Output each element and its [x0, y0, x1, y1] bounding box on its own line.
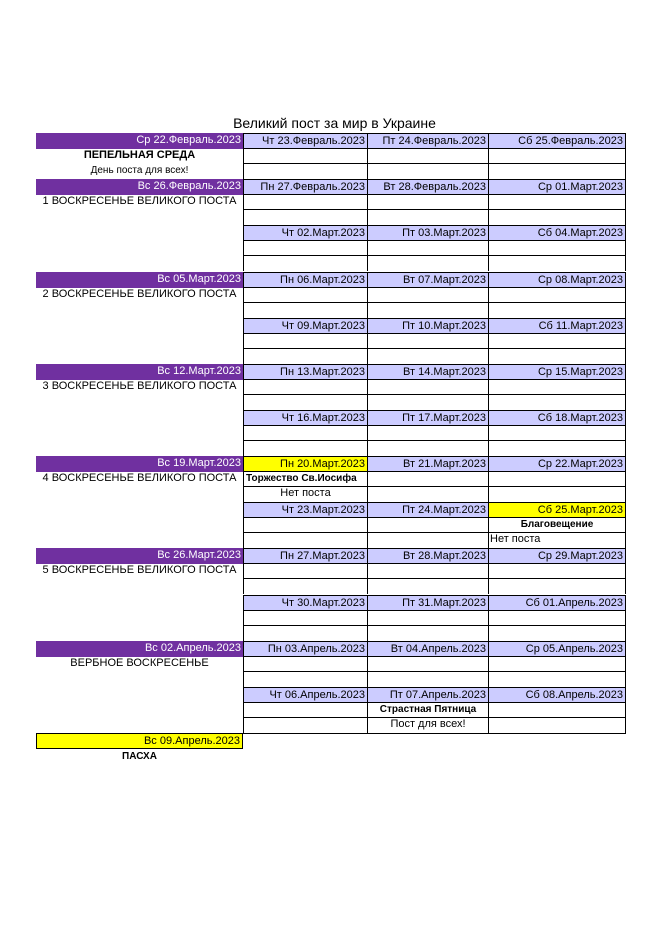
empty-cell: [367, 287, 489, 303]
empty-cell: [488, 563, 626, 579]
empty-cell: [488, 302, 626, 318]
sunday-label: 4 ВОСКРЕСЕНЬЕ ВЕЛИКОГО ПОСТА: [42, 472, 237, 484]
empty-cell: [367, 671, 489, 687]
empty-cell: [367, 625, 489, 641]
empty-cell: [367, 194, 489, 210]
empty-cell: [243, 287, 368, 303]
fast-note: Нет поста: [280, 487, 331, 499]
fast-note: Нет поста: [490, 533, 541, 545]
day-cell: Ср 15.Март.2023: [488, 364, 626, 380]
sunday-label: 1 ВОСКРЕСЕНЬЕ ВЕЛИКОГО ПОСТА: [42, 195, 237, 207]
empty-cell: [367, 610, 489, 626]
empty-cell: [367, 163, 489, 179]
day-cell: Пн 27.Март.2023: [243, 548, 368, 564]
empty-cell: [488, 610, 626, 626]
day-cell: Ср 08.Март.2023: [488, 272, 626, 288]
empty-cell: [243, 148, 368, 164]
day-cell: Пт 17.Март.2023: [367, 410, 489, 426]
empty-cell: [243, 302, 368, 318]
empty-cell: [367, 240, 489, 256]
day-cell: Ср 01.Март.2023: [488, 179, 626, 195]
day-cell: Чт 30.Март.2023: [243, 595, 368, 611]
day-cell: Ср 29.Март.2023: [488, 548, 626, 564]
easter-label: ПАСХА: [122, 751, 157, 762]
day-cell: Сб 18.Март.2023: [488, 410, 626, 426]
empty-cell: [367, 302, 489, 318]
empty-cell: [488, 656, 626, 672]
empty-cell: [367, 148, 489, 164]
empty-cell: [243, 240, 368, 256]
empty-cell: [488, 471, 626, 487]
empty-cell: [367, 425, 489, 441]
empty-cell: [243, 578, 368, 594]
feast-name: Страстная Пятница: [379, 704, 477, 715]
sunday-cell: Вс 19.Март.2023: [36, 456, 243, 472]
day-cell: Сб 11.Март.2023: [488, 318, 626, 334]
empty-cell: [488, 671, 626, 687]
empty-cell: [243, 425, 368, 441]
page-title: Великий пост за мир в Украине: [233, 115, 436, 131]
day-note: День поста для всех!: [90, 165, 189, 176]
empty-cell: [488, 163, 626, 179]
feast-name: Благовещение: [520, 519, 594, 530]
day-cell: Чт 09.Март.2023: [243, 318, 368, 334]
empty-cell: [243, 671, 368, 687]
day-cell: Вт 28.Март.2023: [367, 548, 489, 564]
day-cell: Сб 08.Апрель.2023: [488, 687, 626, 703]
empty-cell: [367, 440, 489, 456]
empty-cell: [243, 610, 368, 626]
table-bottom-border: [243, 733, 626, 734]
day-cell: Ср 22.Март.2023: [488, 456, 626, 472]
day-cell: Пн 13.Март.2023: [243, 364, 368, 380]
feast-day-cell: Пн 20.Март.2023: [243, 456, 368, 472]
empty-cell: [367, 394, 489, 410]
empty-cell: [243, 255, 368, 271]
sunday-cell: Вс 02.Апрель.2023: [36, 641, 243, 657]
sunday-label: ВЕРБНОЕ ВОСКРЕСЕНЬЕ: [70, 657, 209, 669]
feast-day-cell: Сб 25.Март.2023: [488, 502, 626, 518]
day-cell: Пн 27.Февраль.2023: [243, 179, 368, 195]
empty-cell: [488, 148, 626, 164]
empty-cell: [488, 717, 626, 733]
empty-cell: [367, 348, 489, 364]
empty-cell: [488, 486, 626, 502]
empty-cell: [243, 702, 368, 718]
empty-cell: [243, 194, 368, 210]
empty-cell: [367, 255, 489, 271]
empty-cell: [243, 440, 368, 456]
sunday-label: 2 ВОСКРЕСЕНЬЕ ВЕЛИКОГО ПОСТА: [42, 288, 237, 300]
empty-cell: [488, 702, 626, 718]
empty-cell: [367, 532, 489, 548]
empty-cell: [488, 440, 626, 456]
empty-cell: [367, 379, 489, 395]
empty-cell: [488, 333, 626, 349]
empty-cell: [243, 348, 368, 364]
day-cell: Чт 16.Март.2023: [243, 410, 368, 426]
day-label: ПЕПЕЛЬНАЯ СРЕДА: [83, 149, 196, 161]
empty-cell: [243, 333, 368, 349]
empty-cell: [367, 333, 489, 349]
fast-note: Пост для всех!: [390, 718, 466, 730]
empty-cell: [488, 394, 626, 410]
day-cell: Пт 31.Март.2023: [367, 595, 489, 611]
day-cell: Вт 21.Март.2023: [367, 456, 489, 472]
day-cell: Чт 23.Февраль.2023: [243, 133, 368, 149]
empty-cell: [243, 517, 368, 533]
empty-cell: [367, 209, 489, 225]
empty-cell: [488, 209, 626, 225]
empty-cell: [243, 379, 368, 395]
empty-cell: [367, 486, 489, 502]
day-cell: Пт 03.Март.2023: [367, 225, 489, 241]
empty-cell: [488, 625, 626, 641]
day-cell: Чт 06.Апрель.2023: [243, 687, 368, 703]
sunday-cell: Вс 26.Март.2023: [36, 548, 243, 564]
empty-cell: [367, 471, 489, 487]
empty-cell: [488, 425, 626, 441]
day-cell: Пт 24.Март.2023: [367, 502, 489, 518]
empty-cell: [243, 656, 368, 672]
empty-cell: [488, 379, 626, 395]
empty-cell: [488, 255, 626, 271]
empty-cell: [367, 517, 489, 533]
day-cell: Чт 23.Март.2023: [243, 502, 368, 518]
easter-cell: Вс 09.Апрель.2023: [36, 733, 243, 749]
day-cell: Сб 25.Февраль.2023: [488, 133, 626, 149]
sunday-cell: Вс 12.Март.2023: [36, 364, 243, 380]
empty-cell: [243, 209, 368, 225]
empty-cell: [488, 240, 626, 256]
empty-cell: [367, 656, 489, 672]
day-cell: Пт 10.Март.2023: [367, 318, 489, 334]
sunday-cell: Вс 26.Февраль.2023: [36, 179, 243, 195]
empty-cell: [243, 163, 368, 179]
sunday-cell: Ср 22.Февраль.2023: [36, 133, 243, 149]
empty-cell: [367, 563, 489, 579]
sunday-label: 5 ВОСКРЕСЕНЬЕ ВЕЛИКОГО ПОСТА: [42, 564, 237, 576]
empty-cell: [243, 717, 368, 733]
day-cell: Чт 02.Март.2023: [243, 225, 368, 241]
sunday-cell: Вс 05.Март.2023: [36, 272, 243, 288]
feast-name: Торжество Св.Иосифа: [246, 473, 357, 484]
day-cell: Сб 04.Март.2023: [488, 225, 626, 241]
empty-cell: [488, 348, 626, 364]
day-cell: Пт 24.Февраль.2023: [367, 133, 489, 149]
sunday-label: 3 ВОСКРЕСЕНЬЕ ВЕЛИКОГО ПОСТА: [42, 380, 237, 392]
empty-cell: [243, 532, 368, 548]
empty-cell: [367, 578, 489, 594]
day-cell: Вт 04.Апрель.2023: [367, 641, 489, 657]
day-cell: Вт 14.Март.2023: [367, 364, 489, 380]
empty-cell: [488, 287, 626, 303]
day-cell: Вт 07.Март.2023: [367, 272, 489, 288]
empty-cell: [488, 578, 626, 594]
empty-cell: [488, 194, 626, 210]
day-cell: Ср 05.Апрель.2023: [488, 641, 626, 657]
empty-cell: [243, 625, 368, 641]
day-cell: Сб 01.Апрель.2023: [488, 595, 626, 611]
day-cell: Пт 07.Апрель.2023: [367, 687, 489, 703]
day-cell: Вт 28.Февраль.2023: [367, 179, 489, 195]
empty-cell: [243, 394, 368, 410]
day-cell: Пн 03.Апрель.2023: [243, 641, 368, 657]
day-cell: Пн 06.Март.2023: [243, 272, 368, 288]
empty-cell: [243, 563, 368, 579]
